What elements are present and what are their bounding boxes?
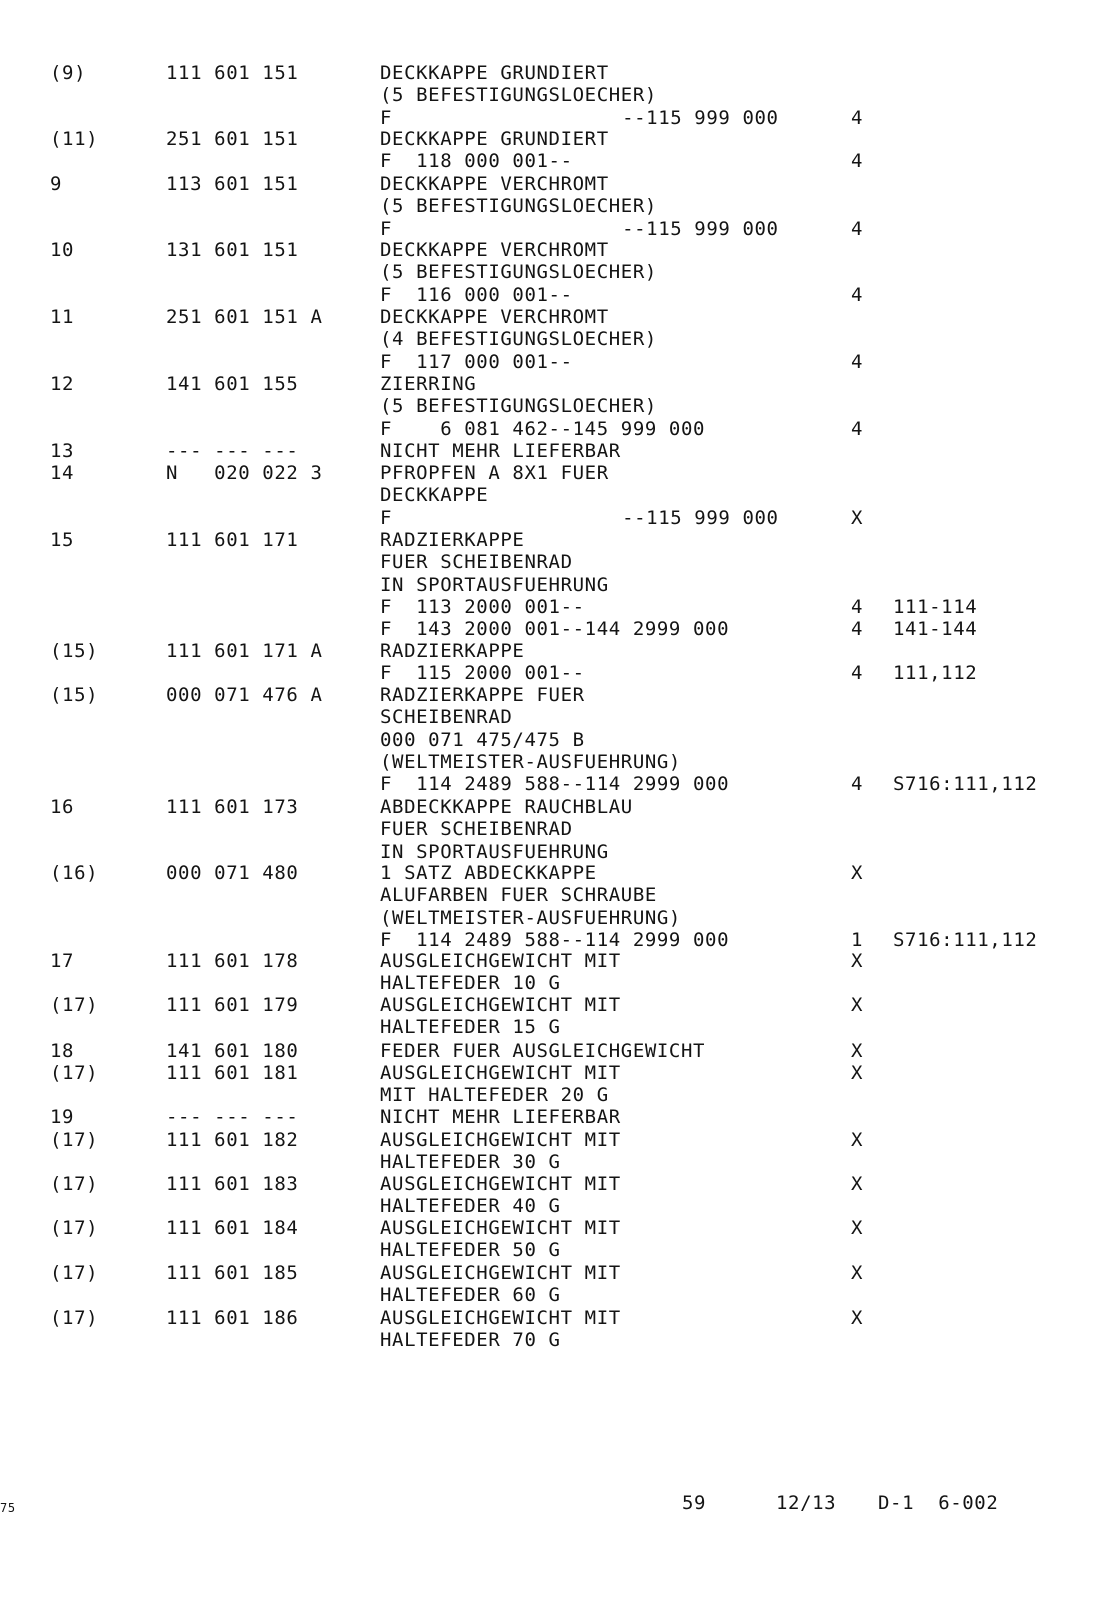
row-description: AUSGLEICHGEWICHT MIT	[380, 1062, 621, 1084]
row-part-number: 111 601 184	[166, 1217, 299, 1239]
row-quantity: 4	[851, 418, 864, 440]
row-description: NICHT MEHR LIEFERBAR	[380, 1106, 621, 1128]
row-description: HALTEFEDER 70 G	[380, 1329, 561, 1351]
row-part-number: 111 601 171 A	[166, 640, 323, 662]
row-description: (WELTMEISTER-AUSFUEHRUNG)	[380, 751, 681, 773]
row-description: 000 071 475/475 B	[380, 729, 585, 751]
row-position: (11)	[50, 128, 99, 150]
footer-print-mark: 75	[0, 1501, 16, 1515]
row-part-number: 111 601 181	[166, 1062, 299, 1084]
row-description: F 115 2000 001--	[380, 662, 585, 684]
row-description: RADZIERKAPPE	[380, 529, 525, 551]
row-part-number: 111 601 186	[166, 1307, 299, 1329]
row-part-number: 111 601 171	[166, 529, 299, 551]
row-description: F 114 2489 588--114 2999 000	[380, 929, 730, 951]
row-part-number: 111 601 182	[166, 1129, 299, 1151]
row-description: F	[380, 107, 393, 129]
row-position: (15)	[50, 640, 99, 662]
row-quantity: X	[851, 1040, 864, 1062]
row-position: (16)	[50, 862, 99, 884]
row-position: 17	[50, 950, 75, 972]
row-position: 15	[50, 529, 75, 551]
footer-page-number: 59	[682, 1492, 707, 1514]
row-description: F	[380, 507, 393, 529]
row-description: AUSGLEICHGEWICHT MIT	[380, 950, 621, 972]
row-quantity: 4	[851, 773, 864, 795]
row-model-code: 141-144	[893, 618, 978, 640]
row-description: (5 BEFESTIGUNGSLOECHER)	[380, 84, 657, 106]
row-position: (17)	[50, 1173, 99, 1195]
row-description: F	[380, 218, 393, 240]
row-position: 14	[50, 462, 75, 484]
row-position: (17)	[50, 1217, 99, 1239]
row-quantity: X	[851, 507, 864, 529]
row-description: AUSGLEICHGEWICHT MIT	[380, 1307, 621, 1329]
row-description: FUER SCHEIBENRAD	[380, 818, 573, 840]
row-description: (WELTMEISTER-AUSFUEHRUNG)	[380, 907, 681, 929]
row-description: MIT HALTEFEDER 20 G	[380, 1084, 609, 1106]
footer-document-code: D-1 6-002	[878, 1492, 999, 1514]
row-chassis-range: --115 999 000	[598, 218, 779, 240]
row-position: (17)	[50, 1129, 99, 1151]
row-quantity: X	[851, 1307, 864, 1329]
row-position: 12	[50, 373, 75, 395]
row-chassis-range: --115 999 000	[598, 107, 779, 129]
row-part-number: --- --- ---	[166, 1106, 299, 1128]
row-part-number: 111 601 151	[166, 62, 299, 84]
row-description: F 117 000 001--	[380, 351, 573, 373]
row-quantity: X	[851, 1262, 864, 1284]
row-description: 1 SATZ ABDECKKAPPE	[380, 862, 597, 884]
row-part-number: 251 601 151 A	[166, 306, 323, 328]
row-description: HALTEFEDER 30 G	[380, 1151, 561, 1173]
row-part-number: 141 601 180	[166, 1040, 299, 1062]
row-model-code: S716:111,112	[893, 773, 1038, 795]
row-part-number: --- --- ---	[166, 440, 299, 462]
row-description: PFROPFEN A 8X1 FUER	[380, 462, 609, 484]
row-description: RADZIERKAPPE FUER	[380, 684, 585, 706]
row-chassis-range: --115 999 000	[598, 507, 779, 529]
row-model-code: S716:111,112	[893, 929, 1038, 951]
row-description: F 118 000 001--	[380, 150, 573, 172]
row-description: SCHEIBENRAD	[380, 706, 513, 728]
row-description: ABDECKKAPPE RAUCHBLAU	[380, 796, 633, 818]
row-description: AUSGLEICHGEWICHT MIT	[380, 994, 621, 1016]
row-description: DECKKAPPE GRUNDIERT	[380, 62, 609, 84]
row-part-number: 141 601 155	[166, 373, 299, 395]
row-quantity: X	[851, 862, 864, 884]
row-part-number: 131 601 151	[166, 239, 299, 261]
row-part-number: 111 601 183	[166, 1173, 299, 1195]
row-position: (17)	[50, 994, 99, 1016]
row-part-number: 251 601 151	[166, 128, 299, 150]
row-quantity: 4	[851, 284, 864, 306]
row-part-number: 113 601 151	[166, 173, 299, 195]
row-description: F 6 081 462--145 999 000	[380, 418, 706, 440]
row-description: DECKKAPPE VERCHROMT	[380, 173, 609, 195]
row-description: FUER SCHEIBENRAD	[380, 551, 573, 573]
row-position: (17)	[50, 1062, 99, 1084]
row-quantity: X	[851, 1062, 864, 1084]
row-description: F 116 000 001--	[380, 284, 573, 306]
row-description: DECKKAPPE	[380, 484, 489, 506]
row-description: IN SPORTAUSFUEHRUNG	[380, 841, 609, 863]
row-part-number: 000 071 476 A	[166, 684, 323, 706]
row-description: AUSGLEICHGEWICHT MIT	[380, 1217, 621, 1239]
row-description: HALTEFEDER 10 G	[380, 972, 561, 994]
row-quantity: 4	[851, 107, 864, 129]
row-quantity: X	[851, 994, 864, 1016]
row-position: 11	[50, 306, 75, 328]
row-description: HALTEFEDER 40 G	[380, 1195, 561, 1217]
row-part-number: 111 601 173	[166, 796, 299, 818]
row-position: (17)	[50, 1262, 99, 1284]
row-description: F 114 2489 588--114 2999 000	[380, 773, 730, 795]
row-description: ZIERRING	[380, 373, 477, 395]
row-description: (4 BEFESTIGUNGSLOECHER)	[380, 328, 657, 350]
row-quantity: 4	[851, 351, 864, 373]
footer-sheet-number: 12/13	[776, 1492, 837, 1514]
row-position: 10	[50, 239, 75, 261]
row-part-number: N 020 022 3	[166, 462, 323, 484]
row-position: 9	[50, 173, 63, 195]
row-description: AUSGLEICHGEWICHT MIT	[380, 1129, 621, 1151]
row-description: HALTEFEDER 15 G	[380, 1016, 561, 1038]
row-part-number: 111 601 185	[166, 1262, 299, 1284]
row-description: F 143 2000 001--144 2999 000	[380, 618, 730, 640]
row-description: AUSGLEICHGEWICHT MIT	[380, 1262, 621, 1284]
row-part-number: 111 601 179	[166, 994, 299, 1016]
row-description: FEDER FUER AUSGLEICHGEWICHT	[380, 1040, 706, 1062]
row-quantity: X	[851, 1217, 864, 1239]
row-position: (17)	[50, 1307, 99, 1329]
row-part-number: 111 601 178	[166, 950, 299, 972]
row-description: HALTEFEDER 50 G	[380, 1239, 561, 1261]
row-quantity: 1	[851, 929, 864, 951]
row-description: F 113 2000 001--	[380, 596, 585, 618]
row-description: ALUFARBEN FUER SCHRAUBE	[380, 884, 657, 906]
row-quantity: X	[851, 1173, 864, 1195]
row-quantity: 4	[851, 150, 864, 172]
row-description: HALTEFEDER 60 G	[380, 1284, 561, 1306]
row-part-number: 000 071 480	[166, 862, 299, 884]
row-quantity: 4	[851, 662, 864, 684]
row-description: RADZIERKAPPE	[380, 640, 525, 662]
row-quantity: 4	[851, 218, 864, 240]
row-position: (15)	[50, 684, 99, 706]
row-quantity: X	[851, 1129, 864, 1151]
row-position: 16	[50, 796, 75, 818]
row-description: AUSGLEICHGEWICHT MIT	[380, 1173, 621, 1195]
row-description: NICHT MEHR LIEFERBAR	[380, 440, 621, 462]
row-quantity: 4	[851, 618, 864, 640]
row-description: DECKKAPPE VERCHROMT	[380, 239, 609, 261]
row-position: (9)	[50, 62, 87, 84]
row-position: 13	[50, 440, 75, 462]
row-description: (5 BEFESTIGUNGSLOECHER)	[380, 395, 657, 417]
row-model-code: 111,112	[893, 662, 978, 684]
row-description: DECKKAPPE VERCHROMT	[380, 306, 609, 328]
row-model-code: 111-114	[893, 596, 978, 618]
row-description: (5 BEFESTIGUNGSLOECHER)	[380, 261, 657, 283]
row-quantity: 4	[851, 596, 864, 618]
row-position: 19	[50, 1106, 75, 1128]
row-description: DECKKAPPE GRUNDIERT	[380, 128, 609, 150]
row-description: IN SPORTAUSFUEHRUNG	[380, 574, 609, 596]
row-position: 18	[50, 1040, 75, 1062]
row-description: (5 BEFESTIGUNGSLOECHER)	[380, 195, 657, 217]
row-quantity: X	[851, 950, 864, 972]
